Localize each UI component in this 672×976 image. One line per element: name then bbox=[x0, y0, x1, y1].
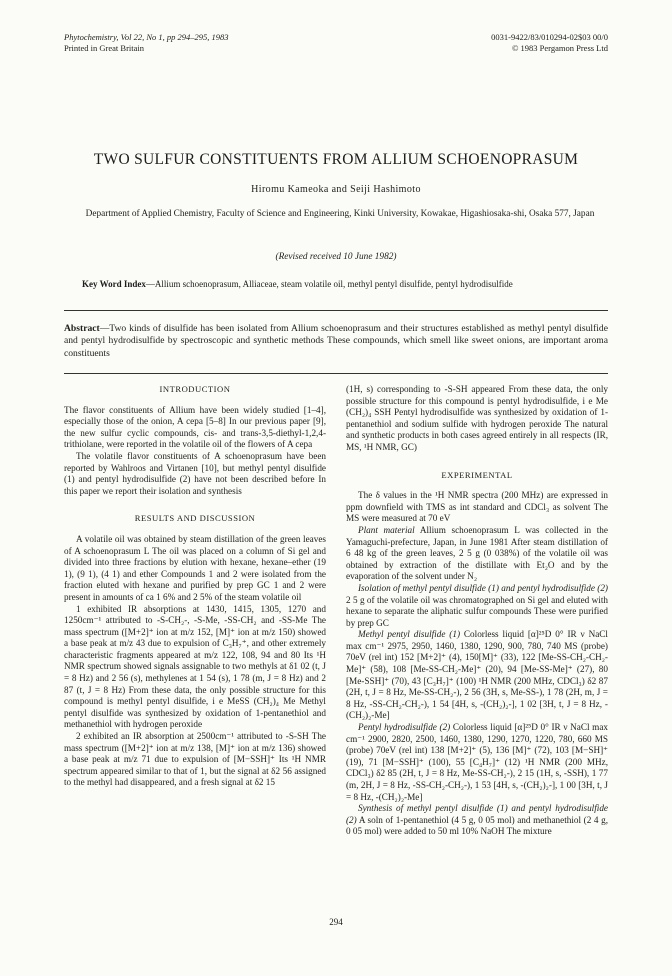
results-paragraph-3: 2 exhibited an IR absorption at 2500cm⁻¹ attributed to -S-SH The mass spectrum ([M+2]⁺ ion at m/z 138, [M]⁺ ion at m/z 136) showed a base peak at m/z 71 due to expulsion of [M−SSH]⁺ Its ¹H NMR spectrum appeared similar to that of 1, but the signal at δ2 56 assigned to the methyl had disappeared, and a fresh signal at δ2 15 bbox=[64, 731, 326, 788]
article-title: TWO SULFUR CONSTITUENTS FROM ALLIUM SCHOENOPRASUM bbox=[93, 151, 579, 168]
pentyl-hydrodisulfide-data: Colorless liquid [α]²⁵D 0° IR ν NaCl max cm⁻¹ 2900, 2820, 2500, 1460, 1380, 1290, 1270, 1220, 780, 660 MS (probe) 70eV (rel int) 138 [M+2]⁺ (5), 136 [M]⁺ (72), 103 [M−SH]⁺ (19), 71 [M−SSH]⁺ (100), 55 [C₄H₇]⁺ (12) ¹H NMR (200 MHz, CDCl₃) δ2 85 (2H, t, J = 8 Hz, Me-SS-CH₂-), 2 15 (1H, s, -SSH), 1 77 (m, 2H, J = 8 Hz, -SS-CH₂-CH₂-), 1 53 [4H, s, -(CH₂)₂-], 1 00 [3H, t, J = 8 Hz, -(CH₂)₂-Me] bbox=[346, 722, 609, 802]
keyword-index bbox=[82, 278, 592, 290]
pentyl-hydrodisulfide-label: Pentyl hydrodisulfide (2) bbox=[358, 722, 451, 733]
synthesis-paragraph bbox=[346, 803, 608, 838]
methyl-pentyl-disulfide-data: Colorless liquid [α]²⁵D 0° IR ν NaCl max cm⁻¹ 2975, 2950, 1460, 1380, 1290, 900, 780, 740 MS (probe) 70eV (rel int) 152 [M+2]⁺ (4), 150[M]⁺ (33), 122 [Me-SS-CH₂-CH₂-Me]⁺ (58), 108 [Me-SS-CH₂-Me]⁺ (20), 94 [Me-SS-Me]⁺ (27), 80 [Me-SSH]⁺ (70), 43 [C₃H₇]⁺ (100) ¹H NMR (200 MHz, CDCl₃) δ2 87 (2H, t, J = 8 Hz, Me-SS-CH₂-), 2 56 (3H, s, Me-SS-), 1 78 (2H, m, J = 8 Hz, -SS-CH₂-CH₂-), 1 54 [4H, s, -(CH₂)₂-], 1 02 [3H, t, J = 8 Hz, -(CH₂)₂-Me] bbox=[346, 629, 608, 721]
intro-paragraph-1: The flavor constituents of Allium have been widely studied [1–4], especially those of the onion, A cepa [5–8] In our previous paper [9], the new sulfur cyclic compounds, cis- and trans-3,5-diethyl-1,2,4-trithiolane, were reported in the volatile oil of the flowers of A cepa bbox=[64, 404, 326, 450]
plant-material-paragraph bbox=[346, 525, 608, 583]
plant-material-label: Plant material bbox=[358, 524, 415, 535]
synthesis-label: Synthesis of methyl pentyl disulfide (1) and pentyl hydrodisulfide (2) bbox=[346, 803, 608, 825]
experimental-intro: The δ values in the ¹H NMR spectra (200 MHz) are expressed in ppm downfield with TMS as int standard and CDCl₃ as solvent The MS were measured at 70 eV bbox=[346, 490, 608, 524]
article-code: 0031-9422/83/010294-02$03 00/0 bbox=[491, 32, 608, 42]
right-column bbox=[346, 384, 608, 838]
abstract-text: —Two kinds of disulfide has been isolated from Allium schoenoprasum and their structures established as methyl pentyl disulfide and pentyl hydrodisulfide by spectroscopic and synthetic methods These compounds, which smell like sweet onions, are important aroma constituents bbox=[64, 323, 608, 359]
results-paragraph-1: A volatile oil was obtained by steam distillation of the green leaves of A schoenoprasum L The oil was placed on a column of Si gel and divided into three fractions by elution with hexane, hexane–ether (19 1), (9 1), (4 1) and ether Compounds 1 and 2 were isolated from the fraction eluted with hexane and purified by prep GC 1 and 2 were present in amounts of ca 1 6% and 2 5% of the steam volatile oil bbox=[64, 533, 326, 602]
authors: Hiromu Kameoka and Seiji Hashimoto bbox=[251, 184, 421, 195]
continued-paragraph: (1H, s) corresponding to -S-SH appeared From these data, the only possible structure for this compound is pentyl hydrodisulfide, i e Me (CH₂)₄ SSH Pentyl hydrodisulfide was synthesized by oxidation of 1-pentanethiol and sodium sulfide with hydrogen peroxide The natural and synthetic products in both cases agreed entirely in all respects (IR, MS, ¹H NMR, GC) bbox=[346, 384, 608, 452]
experimental-heading: EXPERIMENTAL bbox=[441, 469, 513, 480]
methyl-pentyl-disulfide-label: Methyl pentyl disulfide (1) bbox=[358, 629, 461, 640]
abstract bbox=[64, 323, 608, 360]
synthesis-text: A soln of 1-pentanethiol (4 5 g, 0 05 mol) and methanethiol (2 4 g, 0 05 mol) were added to 50 ml 10% NaOH The mixture bbox=[346, 814, 608, 837]
methyl-pentyl-disulfide-paragraph bbox=[346, 629, 608, 722]
introduction-heading: INTRODUCTION bbox=[159, 384, 231, 394]
pentyl-hydrodisulfide-paragraph bbox=[346, 722, 608, 803]
received-date: (Revised received 10 June 1982) bbox=[275, 252, 397, 262]
intro-paragraph-2: The volatile flavor constituents of A schoenoprasum have been reported by Wahlroos and Virtanen [10], but methyl pentyl disulfide (1) and pentyl hydrodisulfide (2) have not been described before In this paper we report their isolation and synthesis bbox=[64, 450, 326, 496]
journal-line: Phytochemistry, Vol 22, No 1, pp 294–295, 1983 bbox=[64, 32, 229, 42]
rule-top bbox=[64, 310, 608, 311]
isolation-paragraph bbox=[346, 583, 608, 629]
isolation-text: 2 5 g of the volatile oil was chromatographed on Si gel and eluted with hexane to separate the aliphatic sulfur compounds These were purified by prep GC bbox=[346, 594, 608, 628]
isolation-label: Isolation of methyl pentyl disulfide (1) and pentyl hydrodisulfide (2) bbox=[358, 582, 608, 593]
copyright: © 1983 Pergamon Press Ltd bbox=[511, 43, 608, 53]
results-paragraph-2: 1 exhibited IR absorptions at 1430, 1415, 1305, 1270 and 1250cm⁻¹ attributed to -S-CH₂-, -S-Me, -SS-CH₂ and -SS-Me The mass spectrum ([M+2]⁺ ion at m/z 152, [M]⁺ ion at m/z 150) showed a base peak at m/z 43 due to expulsion of C₃H₇⁺, and other extremely characteristic fragments appeared at m/z 122, 108, 94 and 80 Its ¹H NMR spectrum showed signals assignable to two methyls at δ1 02 (t, J = 8 Hz) and 2 56 (s), methylenes at 1 54 (s), 1 78 (m, J = 8 Hz) and 2 87 (t, J = 8 Hz) From these data, the only possible structure for this compound is methyl pentyl disulfide, i e MeSS (CH₂)₄ Me Methyl pentyl disulfide was synthesized by oxidation of 1-pentanethiol and methanethiol with hydrogen peroxide bbox=[64, 603, 326, 730]
printed-line: Printed in Great Britain bbox=[64, 43, 145, 53]
keywords-label: Key Word Index bbox=[82, 279, 146, 289]
publisher-info bbox=[408, 32, 608, 54]
rule-bottom bbox=[64, 373, 608, 374]
results-heading: RESULTS AND DISCUSSION bbox=[134, 513, 256, 524]
left-column bbox=[64, 384, 326, 789]
keywords-text: —Allium schoenoprasum, Alliaceae, steam volatile oil, methyl pentyl disulfide, pentyl hydrodisulfide bbox=[145, 279, 513, 289]
journal-citation bbox=[64, 32, 229, 54]
affiliation: Department of Applied Chemistry, Faculty of Science and Engineering, Kinki University, Kowakae, Higashiosaka-shi, Osaka 577, Japan bbox=[85, 209, 595, 219]
plant-material-text: Allium schoenoprasum L was collected in the Yamaguchi-prefecture, Japan, in June 1981 After steam distillation of 6 48 kg of the green leaves, 2 5 g (0 038%) of the volatile oil was obtained by extraction of the distillate with Et₂O and by the evaporation of the solvent under N₂ bbox=[346, 524, 608, 582]
page-number: 294 bbox=[329, 917, 343, 927]
abstract-label: Abstract bbox=[64, 323, 100, 334]
